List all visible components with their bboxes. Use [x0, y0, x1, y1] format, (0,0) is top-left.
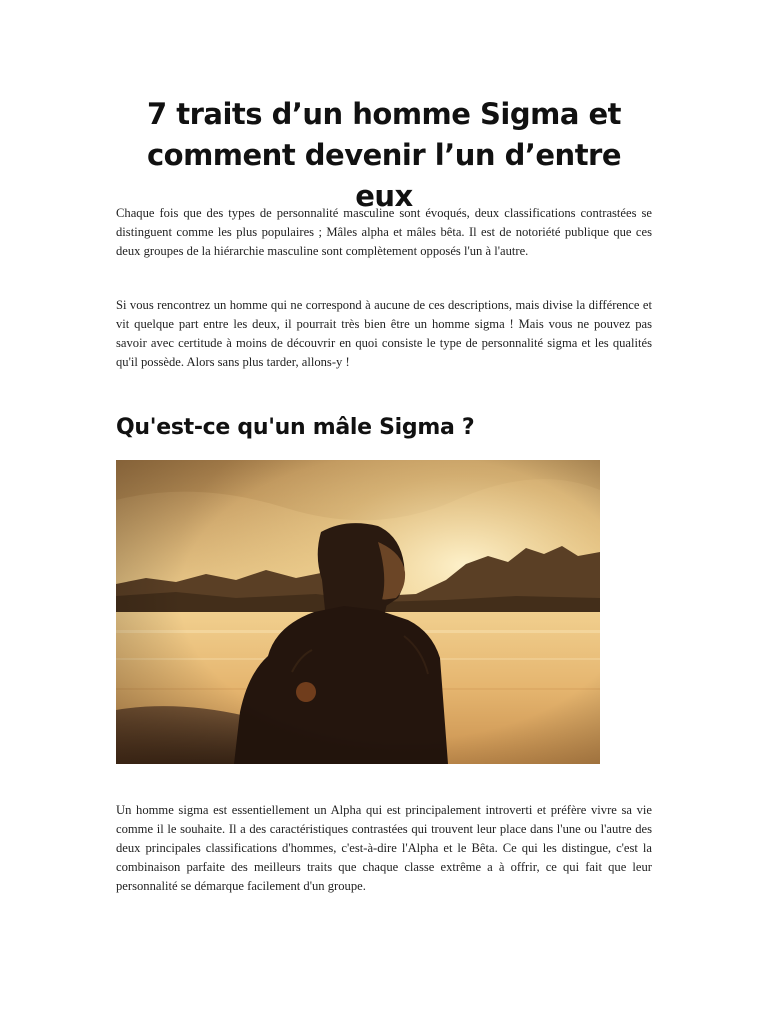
- intro-paragraph-1: Chaque fois que des types de personnalité masculine sont évoqués, deux classifications contrastées se distinguent comme les plus populaires ; Mâles alpha et mâles bêta. Il est de notoriété publique que ces deux groupes de la hiérarchie masculine sont complètement opposés l'un à l'autre.: [116, 206, 652, 258]
- section-paragraph: Un homme sigma est essentiellement un Alpha qui est principalement introverti et préfère vivre sa vie comme il le souhaite. Il a des caractéristiques contrastées qui trouvent leur place dans l'une ou l'autre des deux principales classifications d'hommes, c'est-à-dire l'Alpha et le Bêta. Ce qui les distingue, c'est la combinaison parfaite des meilleurs traits que chaque classe extrême a à offrir, ce qui fait que leur personnalité se démarque facilement d'un groupe.: [116, 803, 652, 893]
- intro-paragraph-2: Si vous rencontrez un homme qui ne correspond à aucune de ces descriptions, mais divise la différence et vit quelque part entre les deux, il pourrait très bien être un homme sigma ! Mais vous ne pouvez pas savoir avec certitude à moins de découvrir en quoi consiste le type de personnalité sigma et les qualités qu'il possède. Alors sans plus tarder, allons-y !: [116, 298, 652, 369]
- article-title: 7 traits d’un homme Sigma et comment devenir l’un d’entre eux: [146, 97, 622, 213]
- section-heading: Qu'est-ce qu'un mâle Sigma ?: [116, 415, 475, 440]
- man-silhouette-at-sunset-lake-photo-icon: [116, 460, 600, 764]
- man-sunset-photo: [116, 460, 600, 764]
